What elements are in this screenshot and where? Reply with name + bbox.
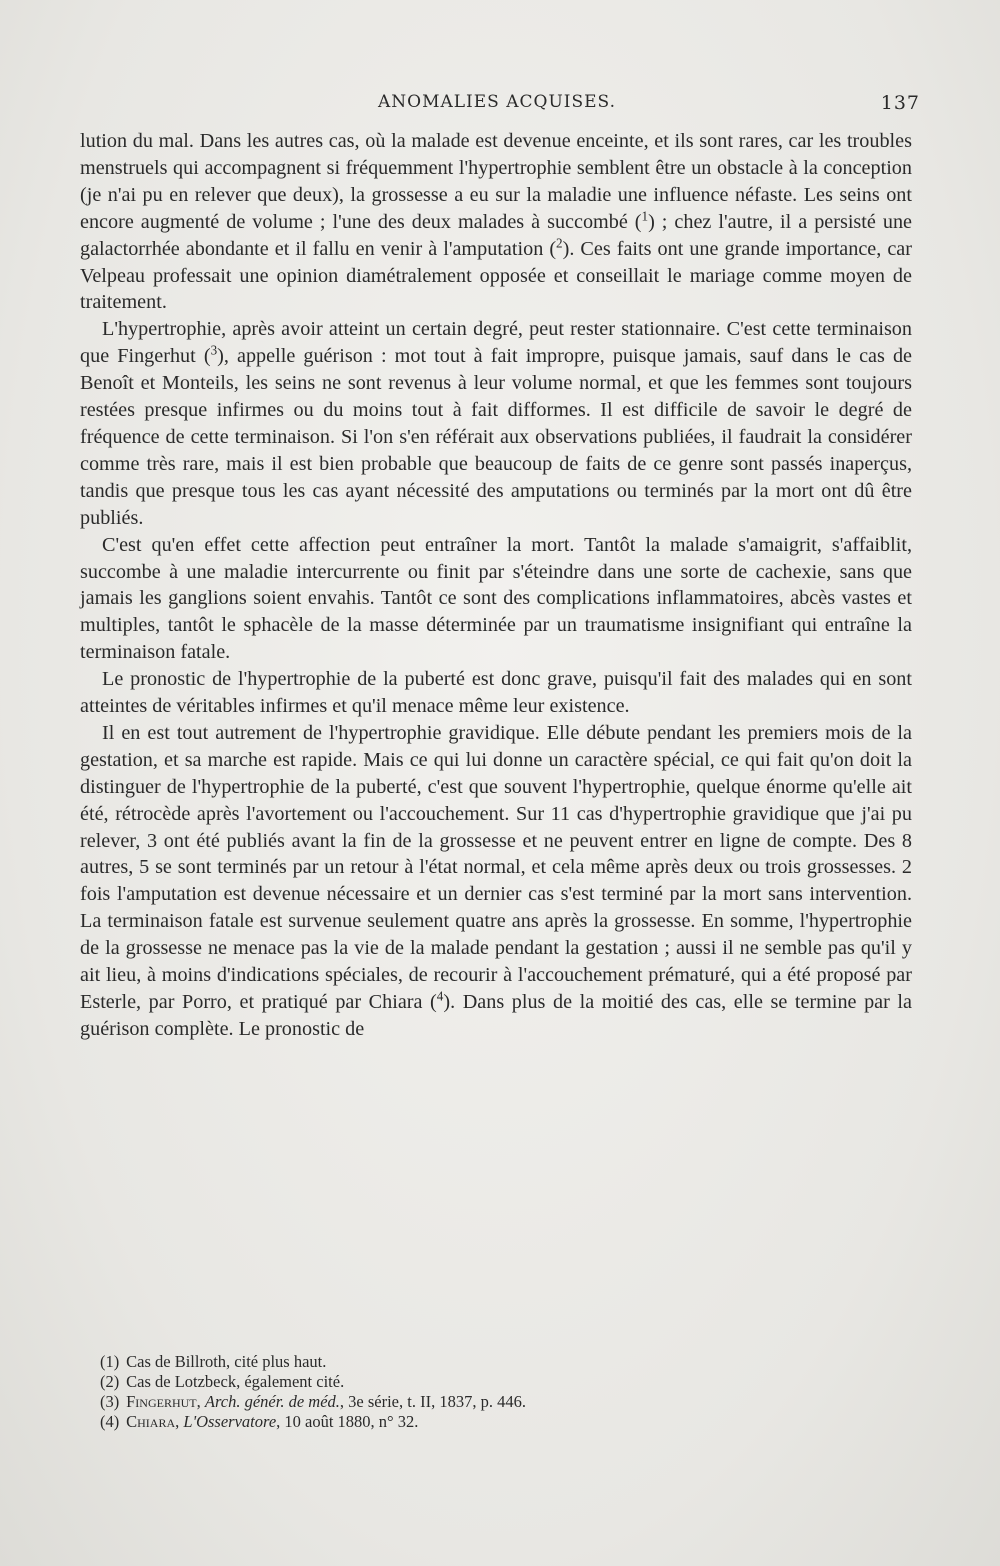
footnote-separator: , xyxy=(196,1392,205,1411)
footnote-text: Cas de Lotzbeck, également cité. xyxy=(126,1372,345,1391)
footnote-number: (3) xyxy=(100,1392,120,1411)
paragraph-5 xyxy=(80,720,912,1043)
footnote-2 xyxy=(100,1372,860,1392)
footnote-rest: , 10 août 1880, n° 32. xyxy=(276,1412,419,1431)
body-text xyxy=(80,128,912,1043)
footnote-ref-1: 1 xyxy=(641,207,649,223)
footnote-ref-2: 2 xyxy=(556,234,563,250)
footnote-text: Cas de Billroth, cité plus haut. xyxy=(126,1352,327,1371)
footnotes xyxy=(100,1352,860,1432)
footnote-number: (4) xyxy=(100,1412,120,1431)
footnote-ref-3: 3 xyxy=(210,342,218,358)
footnote-source: Arch. génér. de méd. xyxy=(204,1392,340,1411)
footnote-ref-4: 4 xyxy=(436,988,444,1004)
paragraph-1-text-b: ) ; chez l'autre, il a persisté une galactorrhée abondante et il fallu en venir à l'amputation ( xyxy=(80,210,912,260)
footnote-separator: , xyxy=(175,1412,184,1431)
paragraph-3: C'est qu'en effet cette affection peut entraîner la mort. Tantôt la malade s'amaigrit, s'affaiblit, succombe à une maladie intercurrente ou finit par s'éteindre dans une sorte de cachexie, sans que jamais les ganglions soient envahis. Tantôt ce sont des complications inflammatoires, abcès vastes et multiples, tantôt le sphacèle de la masse déterminée par un traumatisme insignifiant qui entraîne la terminaison fatale. xyxy=(80,533,912,664)
footnote-number: (2) xyxy=(100,1372,120,1391)
footnote-author: Chiara xyxy=(126,1412,176,1431)
footnote-4 xyxy=(100,1412,860,1432)
footnote-rest: , 3e série, t. II, 1837, p. 446. xyxy=(339,1392,526,1411)
footnote-source: L'Osservatore xyxy=(183,1412,277,1431)
paragraph-1-text-c: ). Ces faits ont une grande importance, car Velpeau professait une opinion diamétralement opposée et conseillait le mariage comme moyen de traitement. xyxy=(80,237,912,314)
paragraph-5-text-b: ). Dans plus de la moitié des cas, elle se termine par la guérison complète. Le pronostic de xyxy=(80,991,912,1040)
footnote-1 xyxy=(100,1352,860,1372)
paragraph-5-text-a: Il en est tout autrement de l'hypertrophie gravidique. Elle débute pendant les premiers mois de la gestation, et sa marche est rapide. Mais ce qui lui donne un caractère spécial, ce qui fait qu'on doit la distinguer de l'hypertrophie de la puberté, c'est que souvent l'hypertrophie, quelque énorme qu'elle ait été, rétrocède après l'avortement ou l'accouchement. Sur 11 cas d'hypertrophie gravidique que j'ai pu relever, 3 ont été publiés avant la fin de la grossesse et ne peuvent entrer en ligne de compte. Des 8 autres, 5 se sont terminés par un retour à l'état normal, et cela même après deux ou trois grossesses. 2 fois l'amputation est devenue nécessaire et un dernier cas s'est terminé par la mort sans intervention. La terminaison fatale est survenue seulement quatre ans après la grossesse. En somme, l'hypertrophie de la grossesse ne menace pas la vie de la malade pendant la gestation ; aussi il ne semble pas qu'il y ait lieu, à moins d'indications spéciales, de recourir à l'accouchement prématuré, qui a été proposé par Esterle, par Porro, et pratiqué par Chiara ( xyxy=(80,721,912,1013)
paragraph-2-text-b: ), appelle guérison : mot tout à fait impropre, puisque jamais, sauf dans le cas de Benoît et Monteils, les seins ne sont revenus à leur volume normal, et que les femmes sont toujours restées presque infirmes ou du moins tout à fait difformes. Il est difficile de savoir le degré de fréquence de cette terminaison. Si l'on s'en référait aux observations publiées, il faudrait la considérer comme très rare, mais il est bien probable que beaucoup de faits de ce genre sont passés inaperçus, tandis que presque tous les cas ayant nécessité des amputations ou terminés par la mort ont dû être publiés. xyxy=(80,345,912,529)
page-header xyxy=(80,92,920,122)
footnote-number: (1) xyxy=(100,1352,120,1371)
footnote-3 xyxy=(100,1392,860,1412)
paragraph-4: Le pronostic de l'hypertrophie de la puberté est donc grave, puisqu'il fait des malades qui en sont atteintes de véritables infirmes et qu'il menace même leur existence. xyxy=(80,668,912,718)
paragraph-2 xyxy=(80,316,912,531)
footnote-author: Fingerhut xyxy=(126,1392,197,1411)
paragraph-1 xyxy=(80,128,912,316)
paragraph-2-text-a: L'hypertrophie, après avoir atteint un certain degré, peut rester stationnaire. C'est cette terminaison que Fingerhut ( xyxy=(80,318,912,368)
page-number: 137 xyxy=(880,92,920,114)
paragraph-1-text-a: lution du mal. Dans les autres cas, où la malade est devenue enceinte, et ils sont rares, car les troubles menstruels qui accompagnent si fréquemment l'hypertrophie semblent être un obstacle à la conception (je n'ai pu en relever que deux), la grossesse a eu sur la maladie une influence néfaste. Les seins ont encore augmenté de volume ; l'une des deux malades à succombé ( xyxy=(80,130,912,233)
running-title: ANOMALIES ACQUISES. xyxy=(378,92,616,112)
